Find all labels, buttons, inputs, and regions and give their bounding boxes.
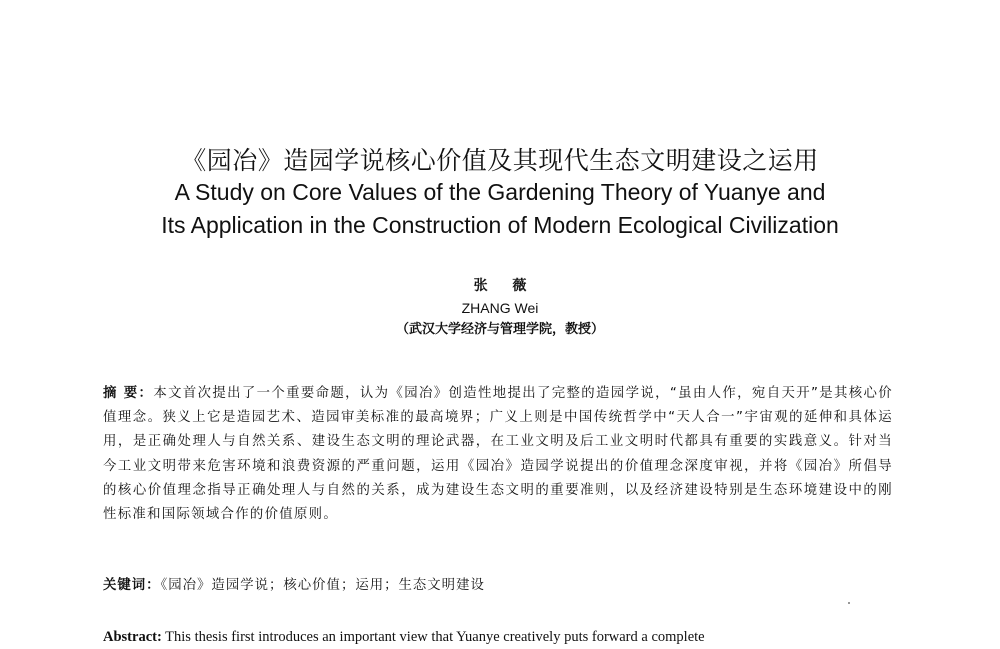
keywords-label: 关键词： bbox=[103, 578, 161, 593]
author-name-english: ZHANG Wei bbox=[461, 300, 539, 316]
title-english-line-2: Its Application in the Construction of Modern Ecological Civilization bbox=[161, 212, 839, 238]
author-name-chinese: 张 薇 bbox=[473, 278, 537, 294]
author-affiliation: （武汉大学经济与管理学院，教授） bbox=[395, 322, 604, 337]
scan-speck bbox=[848, 602, 850, 604]
abstract-english-label: Abstract: bbox=[103, 629, 162, 645]
abstract-chinese bbox=[103, 382, 893, 527]
abstract-chinese-text: 本文首次提出了一个重要命题，认为《园冶》创造性地提出了完整的造园学说，“虽由人作，宛自天开”是其核心价值理念。狭义上它是造园艺术、造园审美标准的最高境界；广义上则是中国传统哲学中“天人合一”宇宙观的延伸和具体运用，是正确处理人与自然关系、建设生态文明的理论武器，在工业文明及后工业文明时代都具有重要的实践意义。针对当今工业文明带来危害环境和浪费资源的严重问题，运用《园冶》造园学说提出的价值理念深度审视，并将《园冶》所倡导的核心价值理念指导正确处理人与自然的关系，成为建设生态文明的重要准则，以及经济建设特别是生态环境建设中的刚性标准和国际领域合作的价值原则。 bbox=[103, 386, 893, 523]
abstract-english-text: This thesis first introduces an important view that Yuanye creatively puts forward a complete bbox=[161, 629, 705, 645]
keywords-text: 《园冶》造园学说；核心价值；运用；生态文明建设 bbox=[160, 578, 485, 593]
keywords bbox=[103, 574, 893, 598]
abstract-chinese-label: 摘 要： bbox=[103, 386, 154, 401]
abstract-english bbox=[103, 627, 903, 647]
title-english-line-1: A Study on Core Values of the Gardening Theory of Yuanye and bbox=[174, 179, 826, 205]
title-chinese: 《园冶》造园学说核心价值及其现代生态文明建设之运用 bbox=[181, 146, 819, 175]
title-english bbox=[0, 176, 1000, 242]
